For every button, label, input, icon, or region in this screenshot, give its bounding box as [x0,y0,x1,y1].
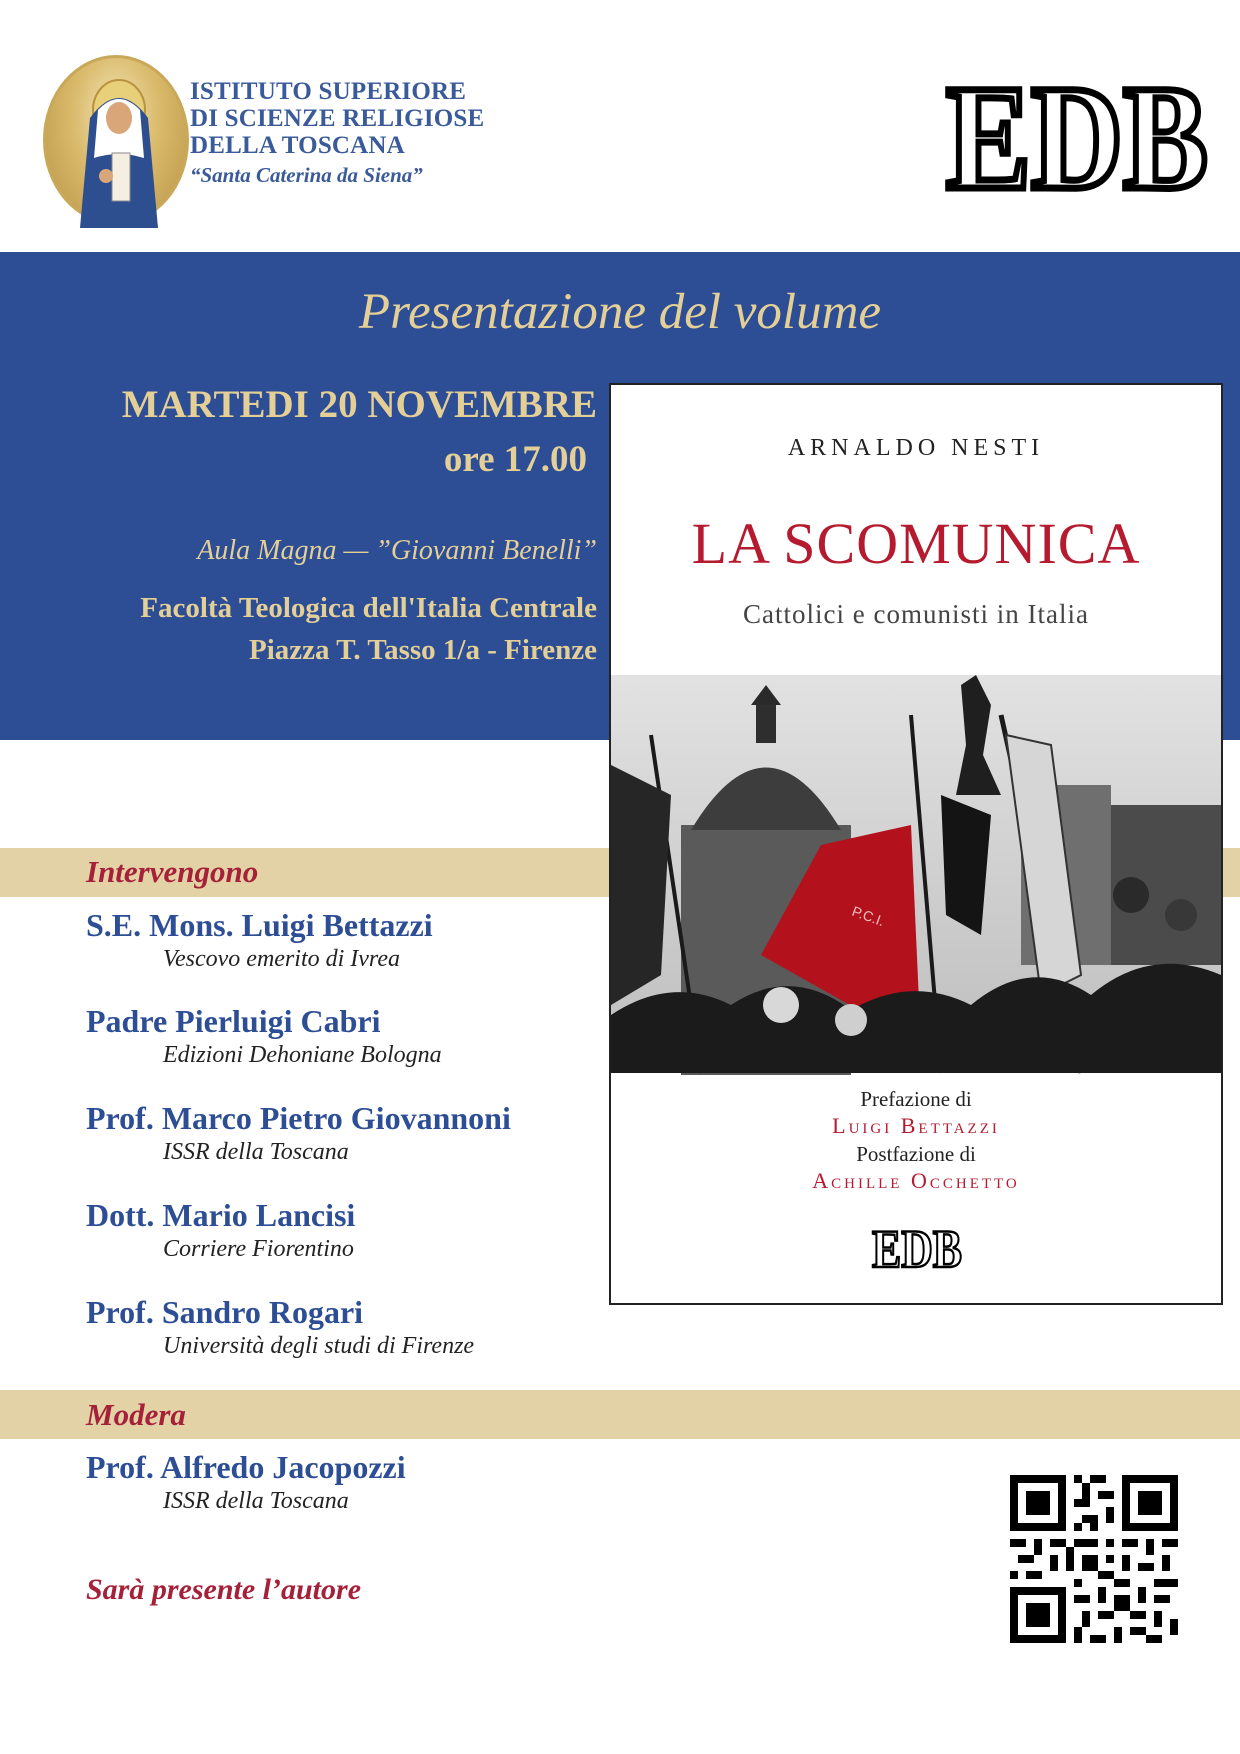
flag-label: P.C.I. [849,902,887,930]
event-date: MARTEDI 20 NOVEMBRE [121,383,597,426]
speaker-name: Padre Pierluigi Cabri [86,1003,381,1039]
postface-label: Postfazione di [856,1142,976,1166]
book-author: ARNALDO NESTI [787,435,1045,461]
preface-label: Prefazione di [860,1087,972,1111]
event-hall: Aula Magna — ”Giovanni Benelli” [197,535,597,566]
speaker-name: Dott. Mario Lancisi [86,1197,356,1233]
moderator-label: Modera [86,1397,186,1432]
presentation-title: Presentazione del volume [358,284,882,340]
speaker-name: Prof. Sandro Rogari [86,1294,364,1330]
edb-logo-text: EDB [946,55,1208,221]
moderator-bar [0,1390,1240,1439]
postface-author: Achille Occhetto [812,1168,1020,1193]
event-faculty: Facoltà Teologica dell'Italia Centrale [140,592,597,624]
institute-name-line-1: ISTITUTO SUPERIORE [190,78,467,105]
speaker-name: Prof. Marco Pietro Giovannoni [86,1100,511,1136]
qr-code-icon [1010,1475,1178,1643]
speaker-role: Corriere Fiorentino [163,1236,354,1262]
moderator-role: ISSR della Toscana [163,1488,349,1514]
institute-subtitle: “Santa Caterina da Siena” [190,163,423,187]
preface-author: Luigi Bettazzi [832,1113,1000,1138]
book-cover [609,383,1223,1305]
edb-publisher-logo [940,55,1215,221]
cover-edb-logo [869,1219,965,1279]
event-address: Piazza T. Tasso 1/a - Firenze [249,634,597,666]
institute-name-line-2: DI SCIENZE RELIGIOSE [190,105,485,132]
author-note: Sarà presente l’autore [86,1573,362,1606]
institute-name-line-3: DELLA TOSCANA [190,132,405,159]
institute-logo-icon [43,55,189,225]
speaker-role: ISSR della Toscana [163,1139,349,1165]
event-time: ore 17.00 [443,439,587,480]
speaker-name: S.E. Mons. Luigi Bettazzi [86,907,433,943]
moderator-name: Prof. Alfredo Jacopozzi [86,1449,406,1485]
cover-photo-image [611,675,1221,1073]
speaker-role: Edizioni Dehoniane Bologna [163,1042,442,1068]
cover-edb-logo-text: EDB [872,1219,962,1279]
book-subtitle: Cattolici e comunisti in Italia [743,599,1089,629]
book-title: LA SCOMUNICA [691,511,1141,576]
speaker-role: Vescovo emerito di Ivrea [163,946,401,972]
speakers-label: Intervengono [86,854,259,889]
speaker-role: Università degli studi di Firenze [163,1333,475,1359]
